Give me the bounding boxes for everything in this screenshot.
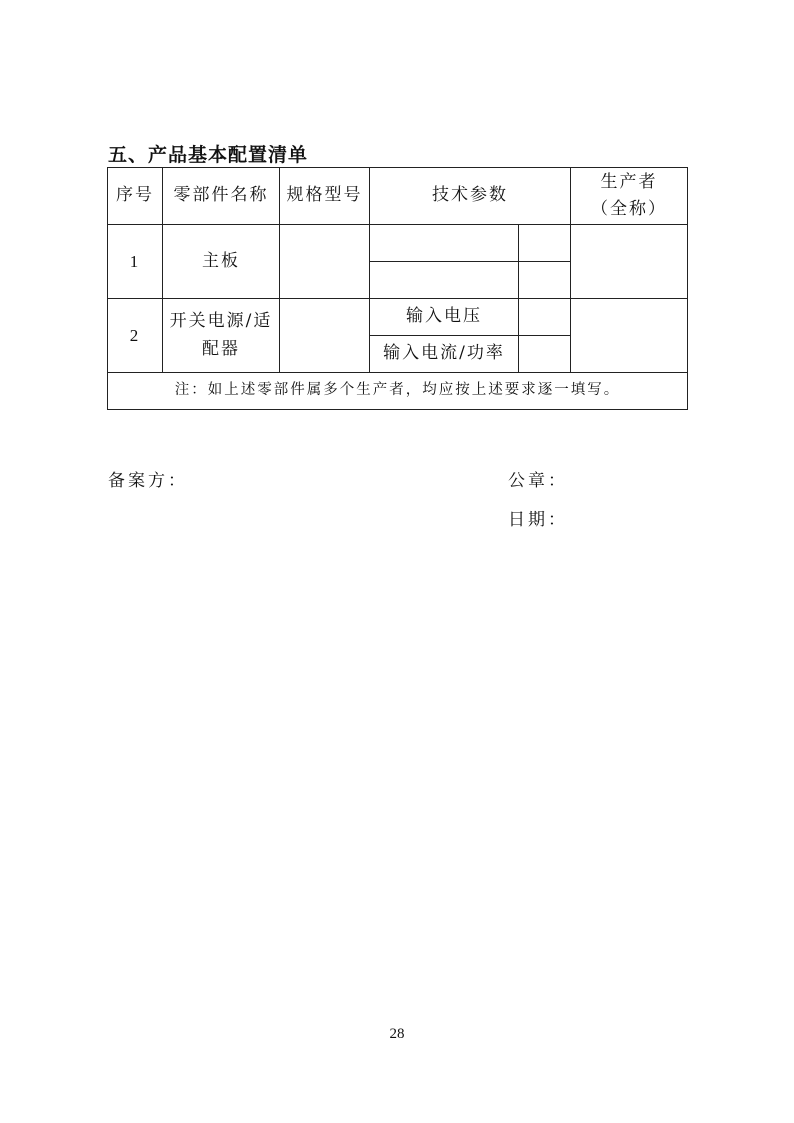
- row-producer: [571, 225, 688, 299]
- header-part-name: 零部件名称: [163, 168, 280, 225]
- row-param-label: 输入电压: [370, 299, 519, 336]
- row-param-value: [519, 262, 571, 299]
- row-model: [280, 225, 370, 299]
- row-part-name-line1: 开关电源/适: [169, 311, 273, 332]
- header-producer-line2: （全称）: [591, 199, 667, 219]
- table-note-row: [108, 373, 688, 410]
- section-title: 五、产品基本配置清单: [108, 144, 309, 166]
- table-note: 注：如上述零部件属多个生产者，均应按上述要求逐一填写。: [108, 373, 688, 410]
- row-param-value: [519, 336, 571, 373]
- row-param-value: [519, 299, 571, 336]
- config-table: [107, 167, 688, 410]
- table-row: [108, 225, 688, 262]
- header-seq: 序号: [108, 168, 163, 225]
- row-param-value: [519, 225, 571, 262]
- row-seq: 1: [108, 225, 163, 299]
- row-param-label: [370, 225, 519, 262]
- row-seq: 2: [108, 299, 163, 373]
- header-producer: [571, 168, 688, 225]
- date-label: 日期：: [508, 510, 568, 530]
- header-tech-params: 技术参数: [370, 168, 571, 225]
- row-part-name: [163, 299, 280, 373]
- seal-label: 公章：: [508, 471, 568, 491]
- page-number: 28: [389, 1026, 405, 1042]
- table-header-row: [108, 168, 688, 225]
- row-param-label: 输入电流/功率: [370, 336, 519, 373]
- header-producer-line1: 生产者: [600, 171, 658, 192]
- row-model: [280, 299, 370, 373]
- row-producer: [571, 299, 688, 373]
- row-part-name: 主板: [163, 225, 280, 299]
- filer-label: 备案方：: [108, 471, 188, 491]
- row-param-label: [370, 262, 519, 299]
- header-model: 规格型号: [280, 168, 370, 225]
- row-part-name-line2: 配器: [202, 338, 240, 359]
- table-row: [108, 299, 688, 336]
